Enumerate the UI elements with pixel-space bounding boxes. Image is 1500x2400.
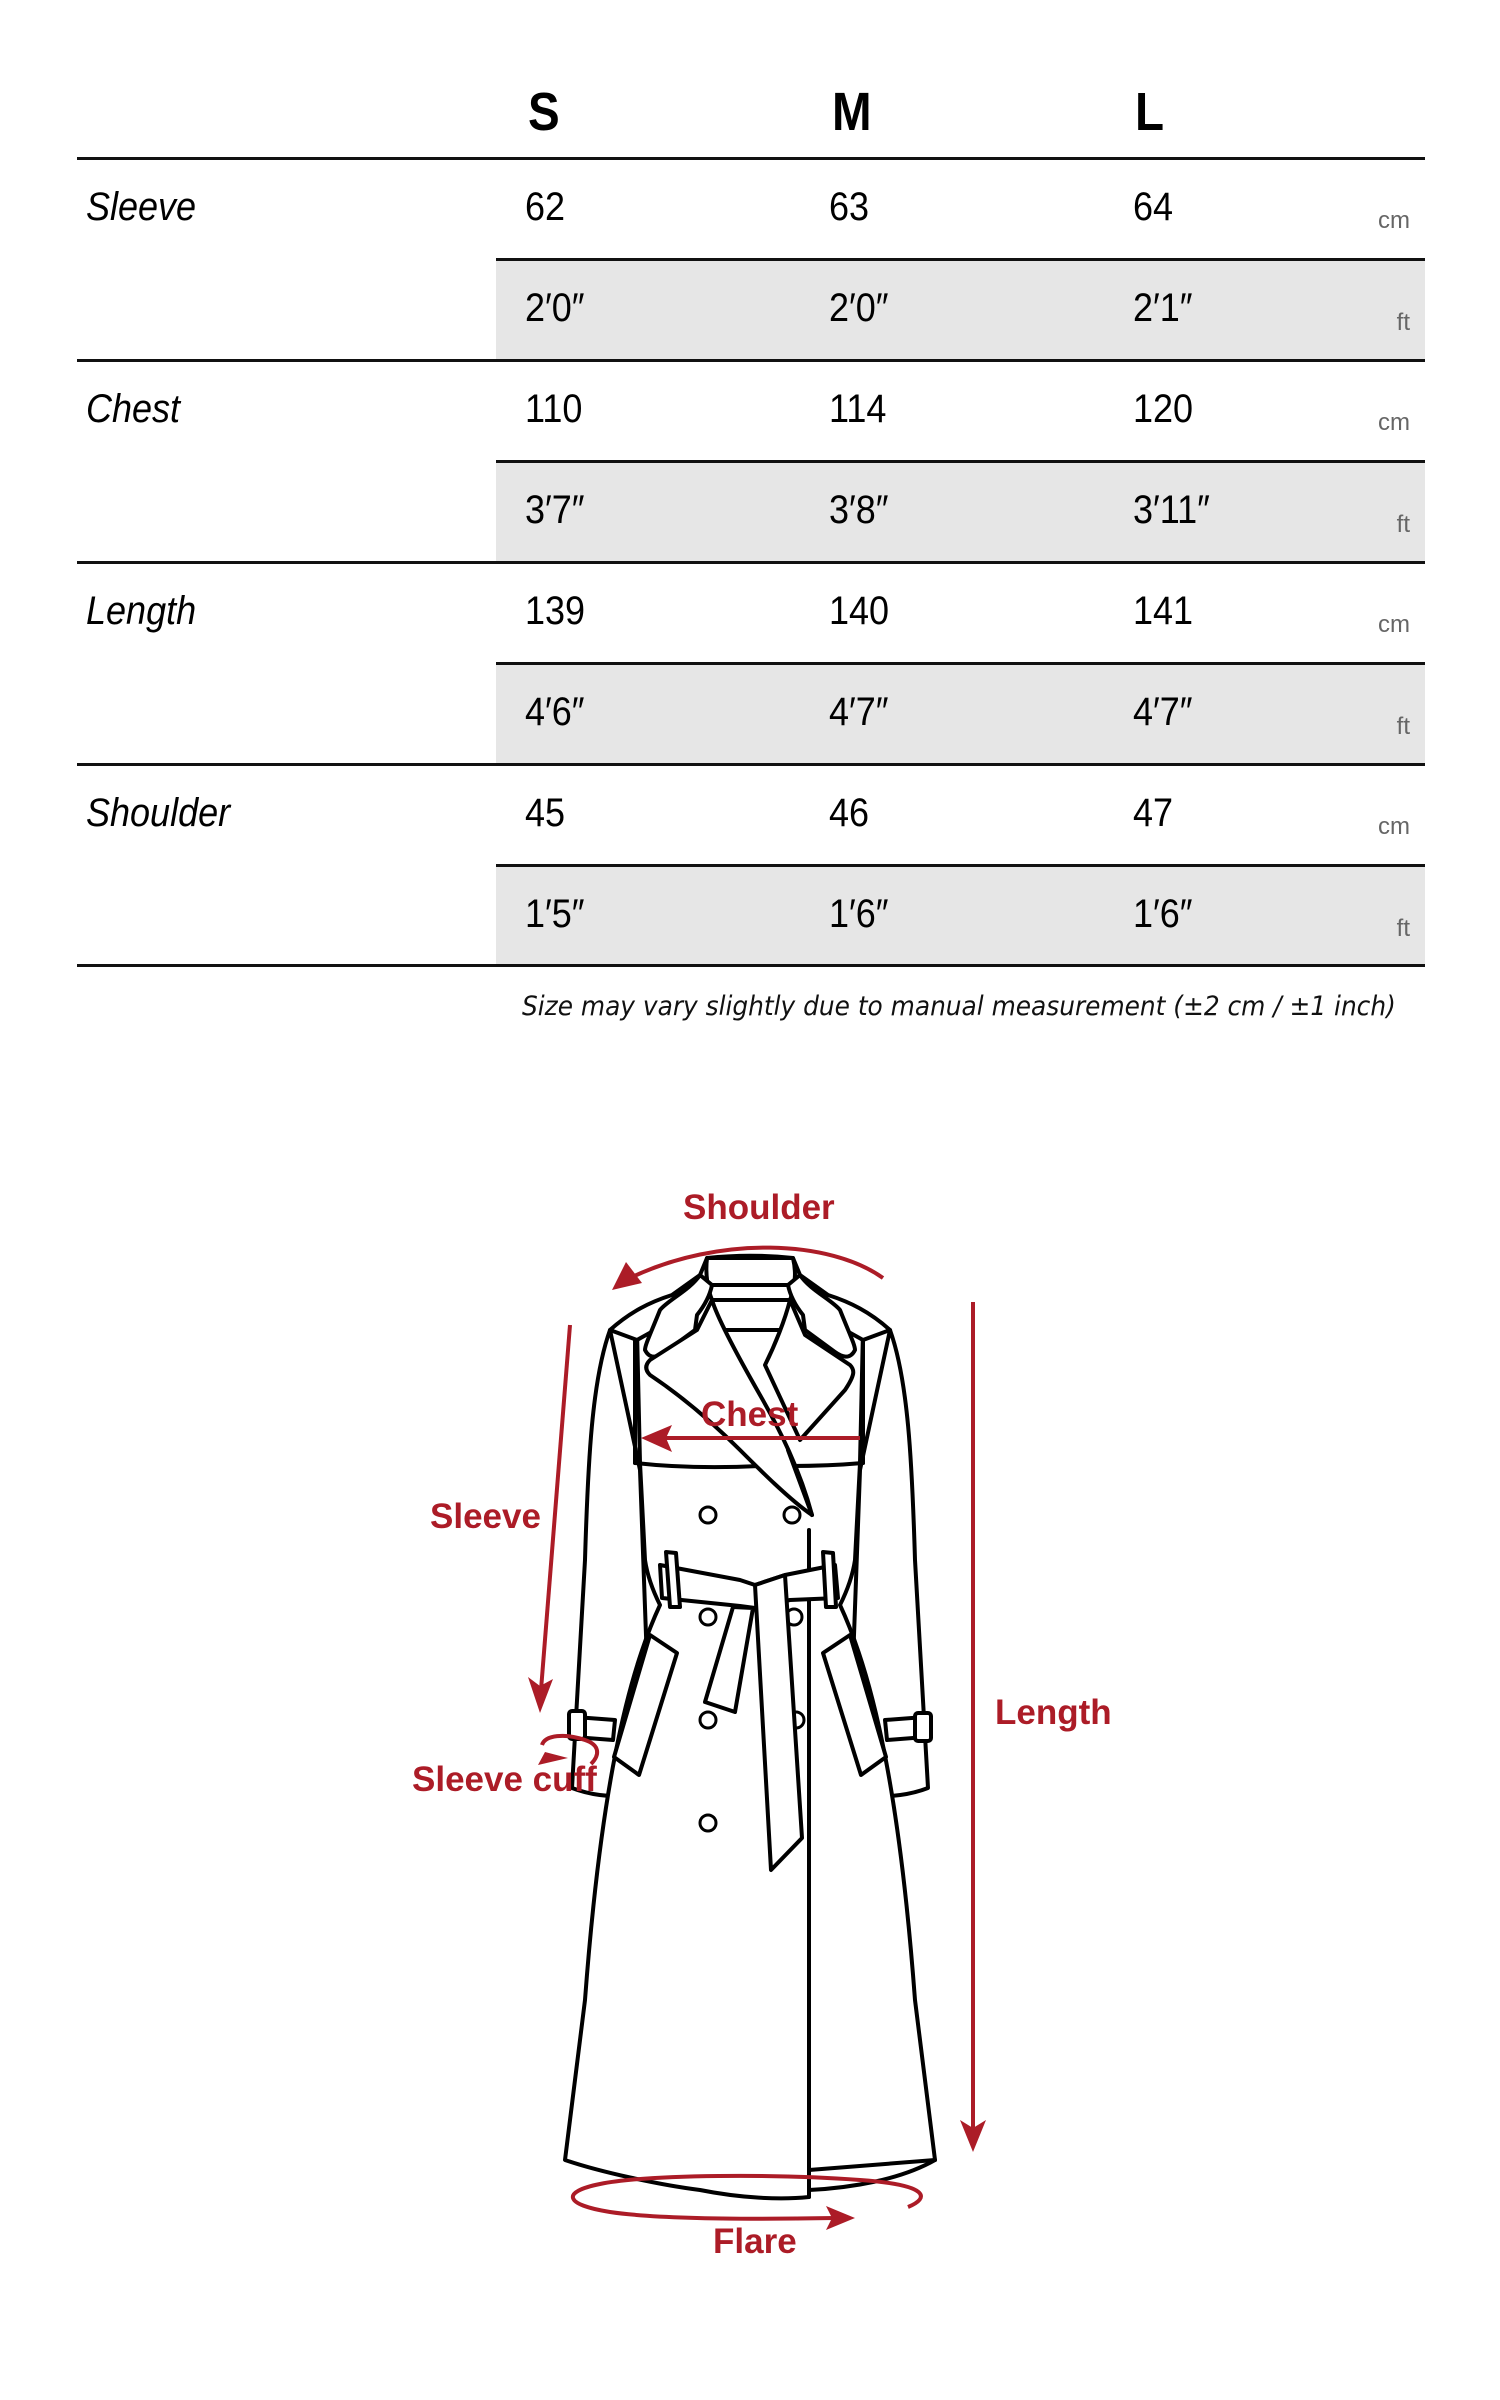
sleeve-arrow — [541, 1325, 570, 1690]
cell-length-s-cm: 139 — [525, 589, 586, 633]
cell-chest-m-cm: 114 — [829, 387, 887, 431]
cell-sleeve-l-ft: 2′1″ — [1133, 286, 1193, 330]
unit-cm: cm — [1378, 207, 1410, 234]
belt-loop-left — [666, 1552, 680, 1607]
cell-shoulder-s-ft: 1′5″ — [525, 892, 585, 936]
neck-band — [706, 1258, 795, 1300]
cell-length-m-ft: 4′7″ — [829, 690, 889, 734]
cell-sleeve-s-cm: 62 — [525, 185, 566, 229]
unit-ft: ft — [1396, 511, 1410, 538]
label-shoulder: Shoulder — [683, 1188, 835, 1227]
row-label-chest: Chest — [86, 387, 181, 431]
cell-length-s-ft: 4′6″ — [525, 690, 585, 734]
cell-chest-l-cm: 120 — [1133, 387, 1194, 431]
cell-sleeve-s-ft: 2′0″ — [525, 286, 585, 330]
cell-shoulder-m-ft: 1′6″ — [829, 892, 889, 936]
row-label-shoulder: Shoulder — [86, 791, 231, 835]
label-sleeve: Sleeve — [430, 1497, 541, 1536]
cell-sleeve-m-ft: 2′0″ — [829, 286, 889, 330]
unit-ft: ft — [1396, 309, 1410, 336]
size-header-s: S — [528, 82, 560, 142]
label-flare: Flare — [713, 2222, 797, 2261]
size-header-m: M — [832, 82, 872, 142]
cell-chest-m-ft: 3′8″ — [829, 488, 889, 532]
label-length: Length — [995, 1693, 1112, 1732]
unit-cm: cm — [1378, 813, 1410, 840]
cell-length-l-cm: 141 — [1133, 589, 1194, 633]
measurement-note: Size may vary slightly due to manual measurement (±2 cm / ±1 inch) — [522, 991, 1396, 1022]
cell-sleeve-l-cm: 64 — [1133, 185, 1174, 229]
size-header-l: L — [1135, 82, 1165, 142]
cuff-buckle-right — [915, 1713, 931, 1741]
cell-chest-s-ft: 3′7″ — [525, 488, 585, 532]
unit-cm: cm — [1378, 409, 1410, 436]
cell-shoulder-l-ft: 1′6″ — [1133, 892, 1193, 936]
cell-shoulder-s-cm: 45 — [525, 791, 566, 835]
row-label-sleeve: Sleeve — [86, 185, 197, 229]
cell-length-m-cm: 140 — [829, 589, 890, 633]
unit-cm: cm — [1378, 611, 1410, 638]
label-sleeve-cuff: Sleeve cuff — [412, 1760, 597, 1799]
unit-ft: ft — [1396, 915, 1410, 942]
cell-length-l-ft: 4′7″ — [1133, 690, 1193, 734]
row-label-length: Length — [86, 589, 197, 633]
cell-chest-s-cm: 110 — [525, 387, 583, 431]
cell-sleeve-m-cm: 63 — [829, 185, 870, 229]
cell-shoulder-m-cm: 46 — [829, 791, 870, 835]
cell-chest-l-ft: 3′11″ — [1133, 488, 1210, 532]
label-chest: Chest — [701, 1395, 799, 1434]
belt-loop-right — [823, 1552, 836, 1607]
cell-shoulder-l-cm: 47 — [1133, 791, 1174, 835]
unit-ft: ft — [1396, 713, 1410, 740]
